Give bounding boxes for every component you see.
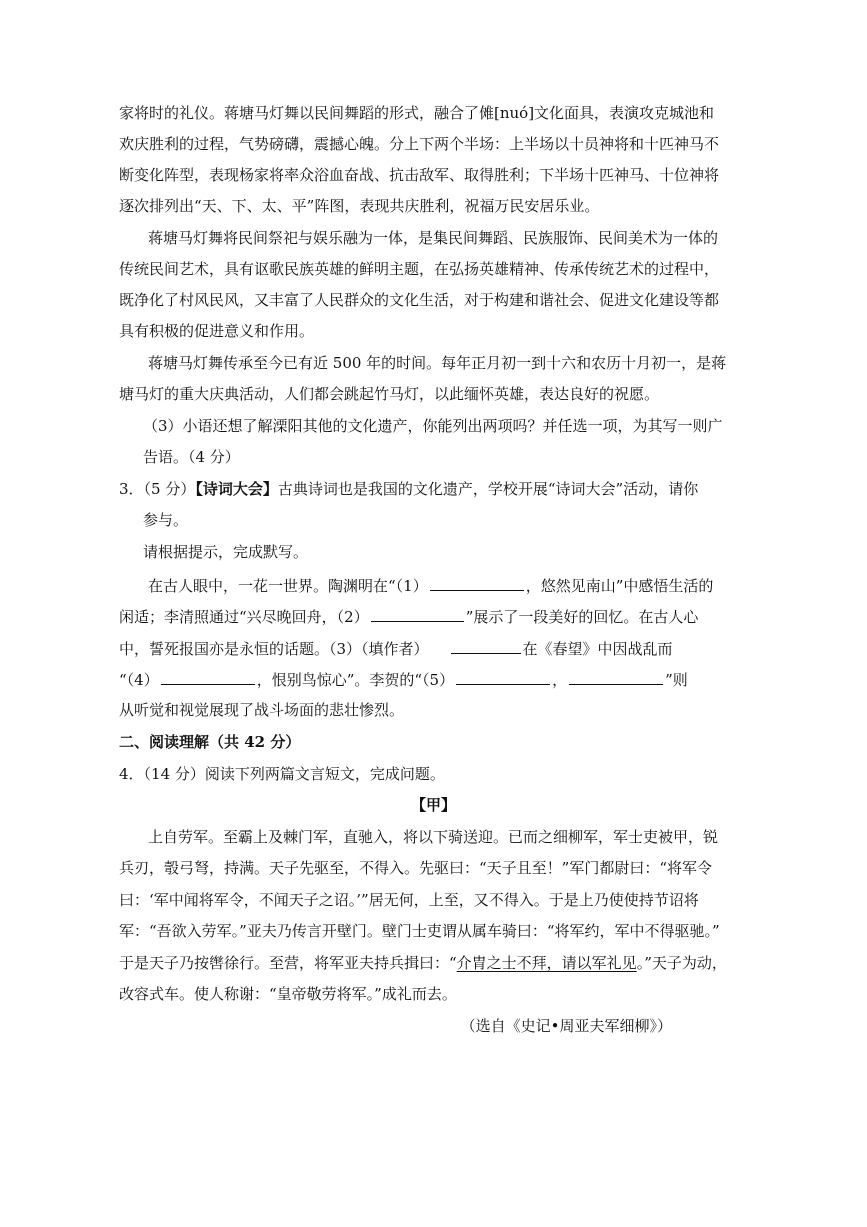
text-line: 塘马灯的重大庆典活动，人们都会跳起竹马灯，以此缅怀英雄，表达良好的祝愿。 — [119, 385, 660, 403]
text-segment: ，悠然见南山”中感悟生活的 — [525, 577, 714, 595]
question-4-header: 4．（14 分）阅读下列两篇文言短文，完成问题。 — [119, 765, 445, 783]
text-segment: 。”天子为动， — [636, 954, 727, 972]
text-segment: 在古人眼中，一花一世界。陶渊明在“（1） — [148, 577, 428, 595]
text-segment: ”展示了一段美好的回忆。在古人心 — [465, 608, 699, 626]
passage-line — [119, 953, 727, 973]
passage-line: 改容式车。使人称谢：“皇帝敬劳将军。”成礼而去。 — [119, 985, 457, 1003]
text-segment: ， — [552, 671, 568, 689]
answer-blank-1[interactable] — [430, 574, 524, 591]
text-line: 具有积极的促进意义和作用。 — [119, 322, 315, 340]
passage-title-jia: 【甲】 — [410, 796, 456, 814]
text-line: 家将时的礼仪。蒋塘马灯舞以民间舞蹈的形式，融合了傩[nuó]文化面具，表演攻克城池和 — [119, 104, 715, 122]
text-line: 欢庆胜利的过程，气势磅礴，震撼心魄。分上下两个半场：上半场以十员神将和十匹神马不 — [119, 135, 720, 153]
question-text: 古典诗词也是我国的文化遗产，学校开展“诗词大会”活动，请你 — [277, 480, 699, 498]
text-line: 逐次排列出“天、下、太、平”阵图，表现共庆胜利，祝福万民安居乐业。 — [119, 197, 600, 215]
underlined-sentence: 介胄之士不拜，请以军礼见 — [456, 954, 637, 972]
text-line: 蒋塘马灯舞将民间祭祀与娱乐融为一体，是集民间舞蹈、民族服饰、民间美术为一体的 — [148, 229, 719, 247]
answer-blank-2[interactable] — [371, 605, 464, 622]
answer-blank-5a[interactable] — [456, 668, 550, 685]
text-segment: 于是天子乃按辔徐行。至营，将军亚夫持兵揖曰：“ — [119, 954, 457, 972]
text-line: 断变化阵型，表现杨家将率众浴血奋战、抗击敌军、取得胜利；下半场十匹神马、十位神将 — [119, 166, 720, 184]
question-number: 3．（5 分） — [119, 480, 196, 498]
text-segment: “（4） — [119, 671, 159, 689]
question-tag: 【诗词大会】 — [195, 480, 278, 498]
text-segment: ”则 — [665, 671, 688, 689]
passage-source: （选自《史记•周亚夫军细柳》） — [460, 1017, 672, 1035]
passage-line: 曰：‘军中闻将军令，不闻天子之诏。’”居无何，上至，又不得入。于是上乃使使持节诏将 — [119, 891, 699, 909]
text-line: 从听觉和视觉展现了战斗场面的悲壮惨烈。 — [119, 701, 405, 719]
fill-line-3 — [119, 637, 673, 659]
question-line: 告语。（4 分） — [143, 448, 240, 466]
answer-blank-3[interactable] — [451, 637, 521, 654]
fill-line-2 — [119, 605, 698, 627]
text-segment: 在《春望》中因战乱而 — [522, 640, 673, 658]
answer-blank-5b[interactable] — [569, 668, 663, 685]
fill-line-1 — [148, 574, 713, 596]
instruction-line: 请根据提示，完成默写。 — [143, 543, 309, 561]
text-line: 传统民间艺术，具有讴歌民族英雄的鲜明主题，在弘扬英雄精神、传承传统艺术的过程中， — [119, 260, 720, 278]
question-line: （3）小语还想了解溧阳其他的文化遗产，你能列出两项吗？并任选一项，为其写一则广 — [143, 417, 723, 435]
fill-line-4 — [119, 668, 688, 690]
text-segment: ，恨别鸟惊心”。李贺的“（5） — [256, 671, 455, 689]
question-line: 参与。 — [143, 511, 189, 529]
passage-line: 上自劳军。至霸上及棘门军，直驰入，将以下骑送迎。已而之细柳军，军士吏被甲，锐 — [148, 828, 719, 846]
text-segment: 闲适；李清照通过“兴尽晚回舟，（2） — [119, 608, 369, 626]
text-line: 既净化了村风民风，又丰富了人民群众的文化生活，对于构建和谐社会、促进文化建设等都 — [119, 291, 720, 309]
text-segment: 中，誓死报国亦是永恒的话题。（3）（填作者） — [119, 640, 429, 658]
answer-blank-4[interactable] — [161, 668, 255, 685]
passage-line: 兵刃，彀弓弩，持满。天子先驱至，不得入。先驱曰：“天子且至！”军门都尉曰：“将军令 — [119, 859, 713, 877]
text-line: 蒋塘马灯舞传承至今已有近 500 年的时间。每年正月初一到十六和农历十月初一，是蒋 — [148, 354, 727, 372]
question-3-header — [119, 479, 698, 499]
section-title: 二、阅读理解（共 42 分） — [119, 733, 301, 751]
passage-line: 军：“吾欲入劳军。”亚夫乃传言开壁门。壁门士吏谓从属车骑曰：“将军约，军中不得驱驰。” — [119, 922, 720, 940]
